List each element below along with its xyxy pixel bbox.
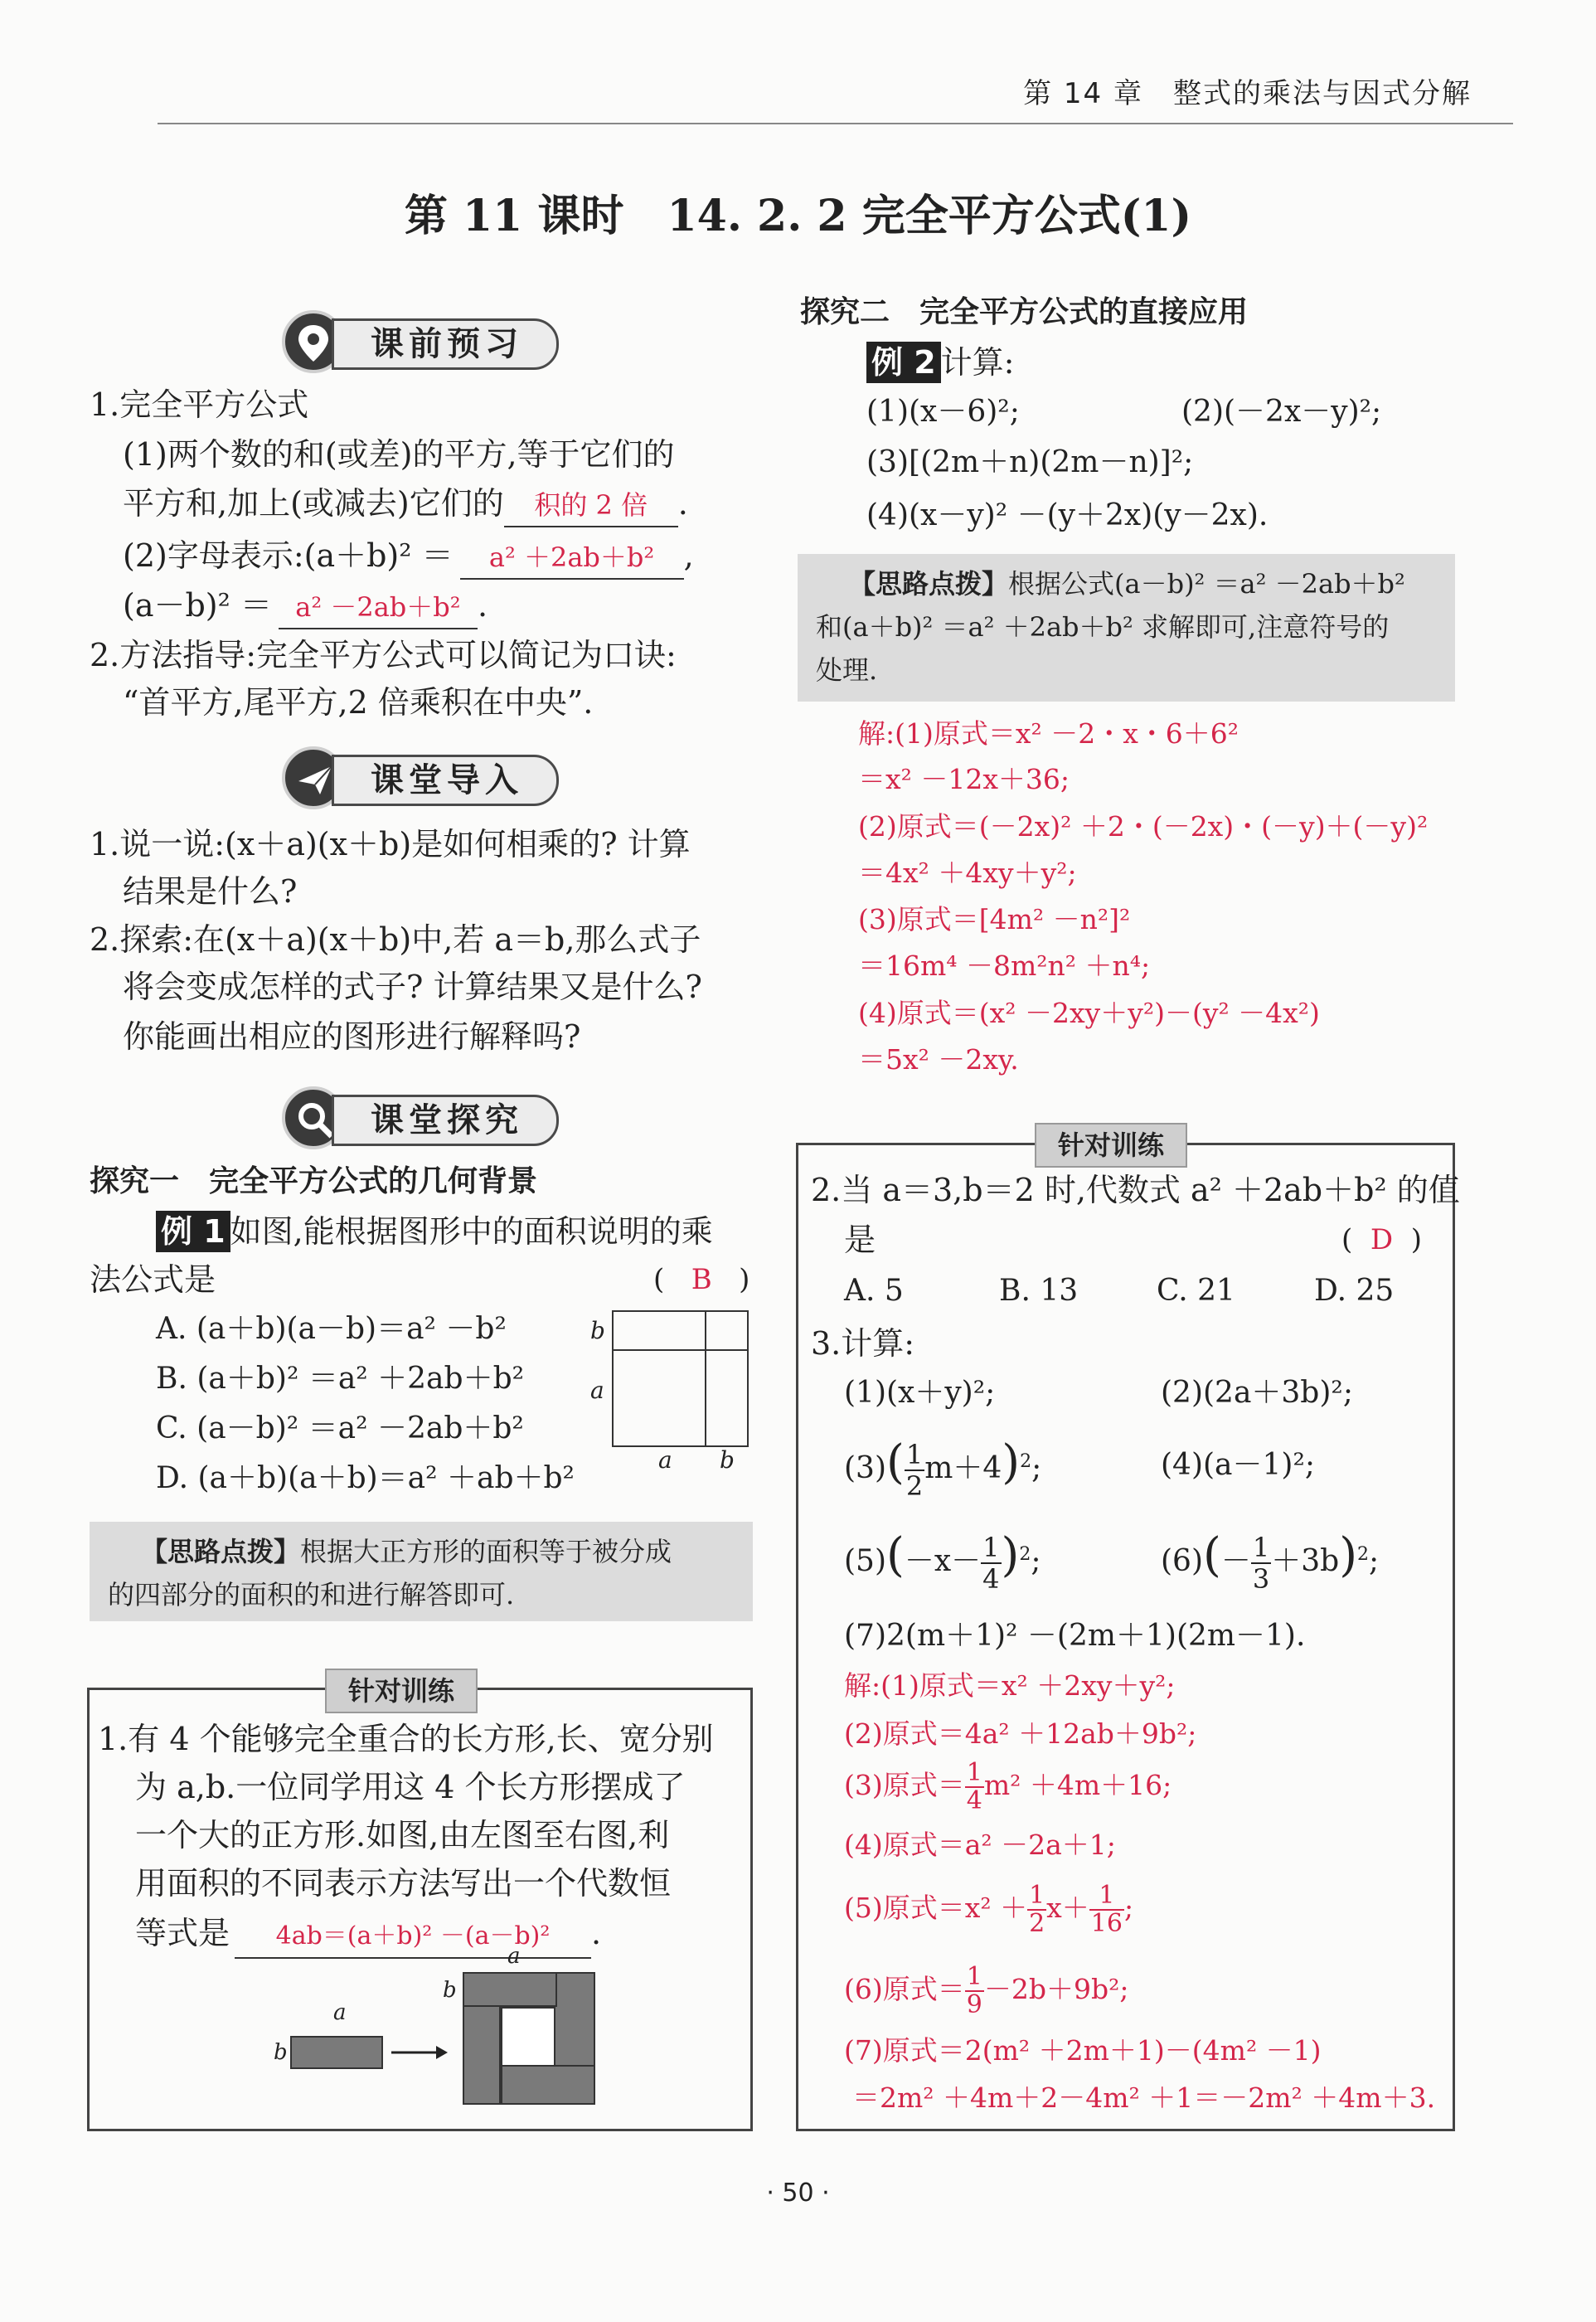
tip2-line2: 和(a＋b)² ＝a² ＋2ab＋b² 求解即可,注意符号的 [816,611,1390,643]
explore2-p4: (4)(x－y)² －(y＋2x)(y－2x). [866,498,1269,532]
solution-line-2: ＝x² －12x＋36; [858,763,1070,795]
solution-line-5: (3)原式＝[4m² －n²]² [858,903,1131,935]
banner-intro-label: 课堂导入 [332,755,559,806]
fig-a-bottom: a [658,1446,672,1474]
solution-line-8: ＝5x² －2xy. [858,1043,1019,1076]
explore2-heading: 探究二 完全平方公式的直接应用 [800,295,1249,329]
train2-answer-bracket: ( D ) [1341,1223,1423,1256]
train2-q2-line1: 2.当 a＝3,b＝2 时,代数式 a² ＋2ab＋b² 的值 [811,1172,1460,1208]
square-vertical-divider [705,1312,706,1445]
big-square-b-label: b [443,1978,457,2003]
tip-line2: 的四部分的面积的和进行解答即可. [108,1579,515,1610]
preview-item1-line2: 平方和,加上(或减去)它们的 积的 2 倍 . [123,483,688,527]
train2-sol-7: (7)原式＝2(m² ＋2m＋1)－(4m² －1) [844,2034,1322,2067]
intro-q1-line1: 1.说一说:(x＋a)(x＋b)是如何相乘的? 计算 [90,826,691,862]
rectangle-figure [290,2036,383,2069]
option-a: A. (a＋b)(a－b)＝a² －b² [156,1312,507,1346]
train2-q2-line2: 是 [844,1222,876,1258]
intro-q1-line2: 结果是什么? [123,873,298,910]
training-tag-2: 针对训练 [1035,1123,1187,1168]
solution-line-6: ＝16m⁴ －8m²n² ＋n⁴; [858,950,1151,982]
calc-3: (3)( $\frac{1}{2}$ m＋4)$^2$; [844,1435,1042,1502]
big-square-figure [463,1972,595,2105]
rect-b-label: b [274,2040,288,2065]
preview-item2-line1: 2.方法指导:完全平方公式可以简记为口诀: [90,637,677,673]
train2-sol-1: 解:(1)原式＝x² ＋2xy＋y²; [844,1669,1176,1702]
banner-intro [282,746,580,804]
banner-preview [282,310,580,368]
train2-option-b: B. 13 [999,1274,1079,1308]
banner-explore [282,1086,580,1144]
square-horizontal-divider [614,1349,747,1351]
solution-line-7: (4)原式＝(x² －2xy＋y²)－(y² －4x²) [858,997,1320,1029]
explore2-p1: (1)(x－6)²; [866,395,1020,429]
train2-sol-6: (6)原式＝ $\frac{1}{9}$ －2b＋9b²; [844,1962,1129,2019]
intro-q2-line2: 将会变成怎样的式子? 计算结果又是什么? [123,969,702,1005]
answer-blank-3: a² －2ab＋b² [279,586,478,629]
train2-q2-answer: D [1370,1223,1394,1256]
train2-option-a: A. 5 [844,1274,904,1308]
calc-6: (6)(－ $\frac{1}{3}$ ＋3b)$^2$; [1161,1528,1380,1595]
tip2-line3: 处理. [816,654,878,686]
train2-option-d: D. 25 [1314,1274,1395,1308]
option-c: C. (a－b)² ＝a² －2ab＋b² [156,1411,524,1445]
option-d: D. (a＋b)(a＋b)＝a² ＋ab＋b² [156,1461,575,1495]
train2-sol-7b: ＝2m² ＋4m＋2－4m² ＋1＝－2m² ＋4m＋3. [852,2082,1436,2114]
preview-item1-title: 1.完全平方公式 [90,386,309,423]
banner-preview-label: 课前预习 [332,318,559,370]
train2-sol-4: (4)原式＝a² －2a＋1; [844,1829,1116,1861]
square-figure [612,1310,749,1447]
explore2-p3: (3)[(2m＋n)(2m－n)]²; [866,445,1194,479]
tip-label: 【思路点拨】 [141,1536,301,1567]
calc-5: (5)(－x－ $\frac{1}{4}$ )$^2$; [844,1528,1041,1595]
inner-square [501,2007,555,2067]
train1-answer-blank: 4ab＝(a＋b)² －(a－b)² [235,1916,591,1959]
explore2-example: 例 2 计算: [866,342,1014,383]
solution-line-1: 解:(1)原式＝x² －2・x・6＋6² [858,717,1239,750]
chapter-header: 第 14 章 整式的乘法与因式分解 [1023,77,1472,110]
preview-item1-line1: (1)两个数的和(或差)的平方,等于它们的 [123,436,675,473]
solution-line-3: (2)原式＝(－2x)² ＋2・(－2x)・(－y)＋(－y)² [858,810,1429,843]
page-title: 第 11 课时 14. 2. 2 完全平方公式(1) [404,191,1192,241]
example-2-label: 例 2 [866,342,941,383]
header-rule [158,123,1513,124]
calc-2: (2)(2a＋3b)²; [1161,1376,1353,1410]
calc-4: (4)(a－1)²; [1161,1448,1316,1482]
arrow-right-icon [391,2042,449,2063]
explore1-example-line1: 例 1 如图,能根据图形中的面积说明的乘 [156,1211,713,1252]
solution-line-4: ＝4x² ＋4xy＋y²; [858,857,1077,889]
train1-line2: 为 a,b.一位同学用这 4 个长方形摆成了 [135,1769,686,1805]
big-square-a-label: a [507,1944,521,1969]
fig-b-left: b [590,1317,605,1344]
calc-7: (7)2(m＋1)² －(2m＋1)(2m－1). [844,1619,1306,1653]
calc-1: (1)(x＋y)²; [844,1376,996,1410]
explore1-example-line2: 法公式是 [90,1261,216,1298]
explore1-answer: B [691,1263,712,1296]
preview-item1-line4: (a－b)² ＝ a² －2ab＋b² . [123,585,488,629]
train1-line4: 用面积的不同表示方法写出一个代数恒 [135,1865,672,1902]
train2-sol-3: (3)原式＝ $\frac{1}{4}$ m² ＋4m＋16; [844,1758,1172,1815]
train1-line1: 1.有 4 个能够完全重合的长方形,长、宽分别 [98,1721,714,1757]
train2-sol-5: (5)原式＝x² ＋ $\frac{1}{2}$ x＋ $\frac{1}{16}$ ; [844,1881,1134,1938]
option-b: B. (a＋b)² ＝a² ＋2ab＋b² [156,1362,525,1396]
intro-q2-line3: 你能画出相应的图形进行解释吗? [123,1018,581,1055]
example-1-label: 例 1 [156,1211,230,1252]
page-number: · 50 · [766,2179,830,2208]
banner-explore-label: 课堂探究 [332,1095,559,1146]
train2-q3-title: 3.计算: [811,1325,915,1362]
preview-item1-line3: (2)字母表示:(a＋b)² ＝ a² ＋2ab＋b² , [123,535,694,580]
preview-item2-line2: “首平方,尾平方,2 倍乘积在中央”. [123,684,594,721]
train1-line3: 一个大的正方形.如图,由左图至右图,利 [135,1817,670,1853]
explore1-heading: 探究一 完全平方公式的几何背景 [90,1164,538,1198]
explore2-p2: (2)(－2x－y)²; [1181,395,1382,429]
explore1-answer-bracket: ( B ) [653,1263,750,1296]
train2-option-c: C. 21 [1157,1274,1235,1308]
fig-b-bottom: b [720,1446,735,1474]
answer-blank-1: 积的 2 倍 [504,484,678,527]
train1-line5: 等式是 4ab＝(a＋b)² －(a－b)² . [135,1912,601,1959]
answer-blank-2: a² ＋2ab＋b² [460,537,684,580]
fig-a-left: a [590,1377,604,1404]
intro-q2-line1: 2.探索:在(x＋a)(x＋b)中,若 a＝b,那么式子 [90,921,701,958]
tip-explore1: 【思路点拨】根据大正方形的面积等于被分成 的四部分的面积的和进行解答即可. [90,1522,753,1621]
rect-a-label: a [333,2000,347,2025]
training-tag-1: 针对训练 [325,1669,478,1713]
tip-explore2: 【思路点拨】根据公式(a－b)² ＝a² －2ab＋b² 和(a＋b)² ＝a² ＋2ab＋b² 求解即可,注意符号的 处理. [798,554,1455,702]
train2-sol-2: (2)原式＝4a² ＋12ab＋9b²; [844,1717,1197,1750]
tip2-label: 【思路点拨】 [849,568,1009,600]
